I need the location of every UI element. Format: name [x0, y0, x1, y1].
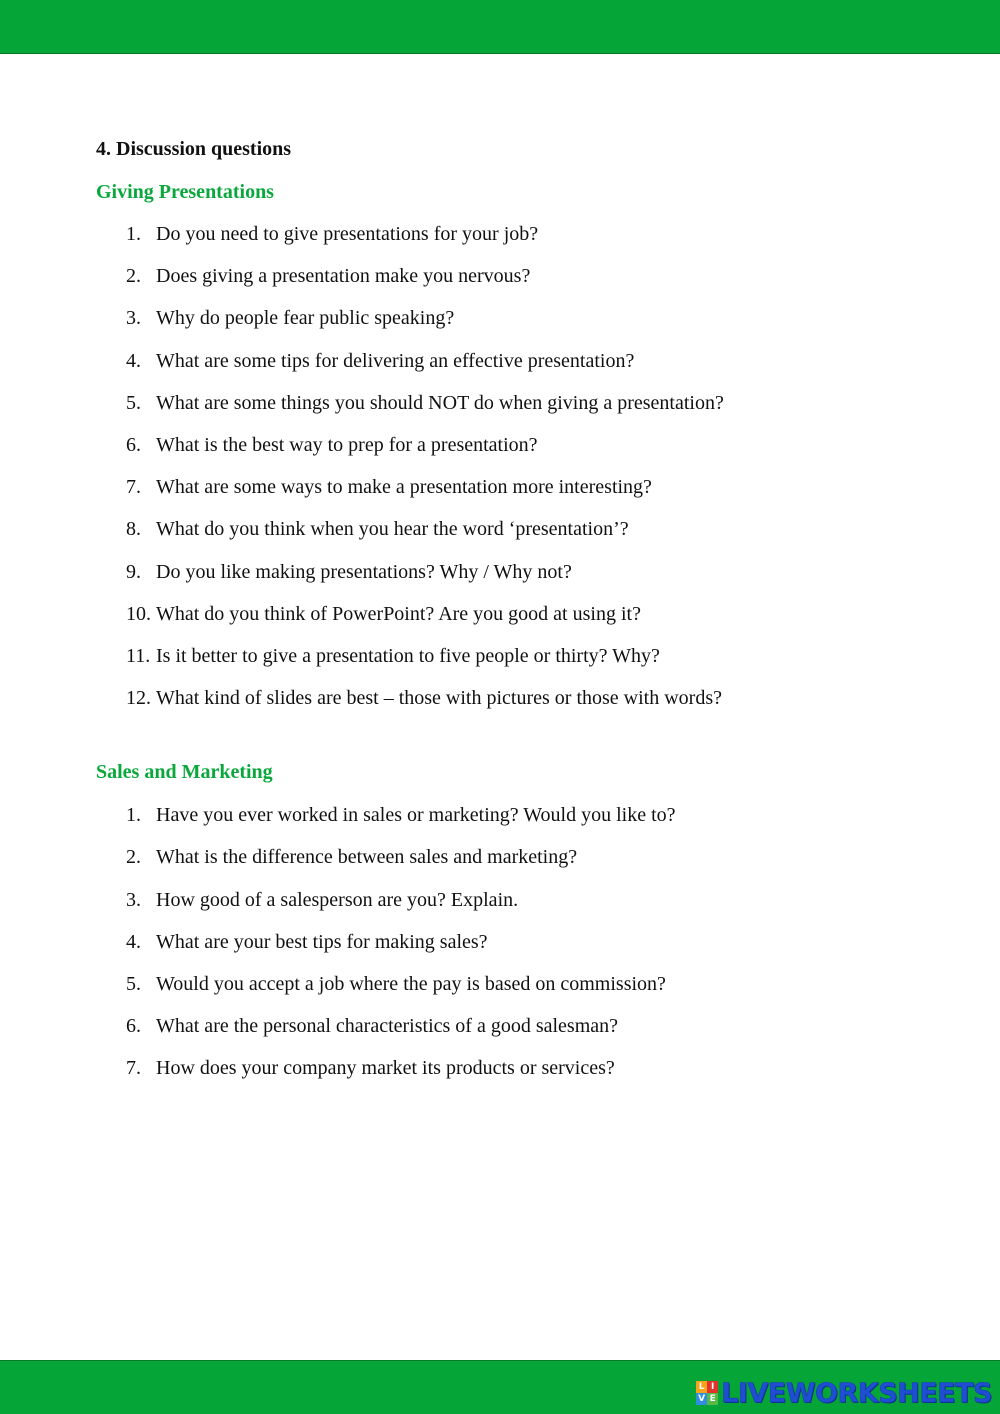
liveworksheets-logo-icon: [696, 1381, 718, 1405]
question-number: 1.: [126, 804, 141, 827]
question-text: What is the difference between sales and marketing?: [156, 846, 578, 869]
question-number: 3.: [126, 888, 141, 911]
question-item: [96, 929, 916, 971]
question-number: 1.: [126, 223, 141, 245]
question-item: [96, 305, 916, 347]
question-number: 6.: [126, 433, 141, 456]
logo-mark-tile: I: [707, 1381, 718, 1393]
question-item: [96, 348, 916, 390]
question-text: What are some ways to make a presentation more interesting?: [156, 476, 652, 499]
question-item: [96, 263, 916, 305]
question-item: [96, 474, 916, 516]
question-item: [96, 887, 916, 929]
question-number: 9.: [126, 560, 141, 583]
question-text: How good of a salesperson are you? Explain.: [156, 888, 519, 911]
question-number: 12.: [126, 687, 151, 710]
question-text: What are some tips for delivering an effective presentation?: [156, 349, 635, 372]
question-number: 4.: [126, 930, 141, 953]
topic-heading-sales-marketing: Sales and Marketing: [96, 761, 273, 784]
question-text: What is the best way to prep for a presentation?: [156, 433, 538, 456]
question-text: What do you think when you hear the word ‘presentation’?: [156, 518, 629, 541]
question-text: Do you need to give presentations for your job?: [156, 223, 539, 245]
question-item: [96, 516, 916, 558]
bottom-banner: [0, 1360, 1000, 1414]
question-item: [96, 221, 916, 263]
sales-marketing-questions: [96, 802, 916, 1097]
question-text: Have you ever worked in sales or marketing? Would you like to?: [156, 804, 676, 827]
question-number: 3.: [126, 307, 141, 330]
question-number: 6.: [126, 1015, 141, 1038]
logo-text: LIVEWORKSHEETS: [721, 1377, 992, 1409]
question-number: 7.: [126, 476, 141, 499]
question-number: 7.: [126, 1057, 141, 1080]
question-text: What are some things you should NOT do when giving a presentation?: [156, 391, 724, 414]
question-number: 11.: [126, 644, 151, 667]
topic-heading-giving-presentations: Giving Presentations: [96, 181, 274, 203]
question-item: [96, 432, 916, 474]
question-text: Does giving a presentation make you nervous?: [156, 265, 531, 288]
question-text: What are your best tips for making sales?: [156, 930, 488, 953]
question-text: Why do people fear public speaking?: [156, 307, 455, 330]
question-text: What are the personal characteristics of a good salesman?: [156, 1015, 619, 1038]
logo-mark-tile: L: [696, 1381, 707, 1393]
question-item: [96, 559, 916, 601]
question-number: 8.: [126, 518, 141, 541]
question-text: Would you accept a job where the pay is based on commission?: [156, 973, 666, 995]
question-text: What do you think of PowerPoint? Are you good at using it?: [156, 602, 641, 625]
question-item: [96, 802, 916, 844]
giving-presentations-questions: [96, 221, 916, 727]
section-title: 4. Discussion questions: [96, 138, 292, 160]
question-text: What kind of slides are best – those with pictures or those with words?: [156, 687, 722, 710]
question-number: 5.: [126, 391, 141, 414]
worksheet-content: [96, 136, 916, 1098]
question-text: Do you like making presentations? Why / Why not?: [156, 560, 572, 583]
question-item: [96, 601, 916, 643]
question-text: How does your company market its products or services?: [156, 1057, 615, 1080]
top-banner: [0, 0, 1000, 54]
question-item: [96, 1055, 916, 1097]
question-number: 2.: [126, 846, 141, 869]
question-item: [96, 685, 916, 727]
question-item: [96, 971, 916, 1013]
question-number: 10.: [126, 602, 151, 625]
question-text: Is it better to give a presentation to five people or thirty? Why?: [156, 644, 660, 667]
question-number: 5.: [126, 973, 141, 995]
question-number: 4.: [126, 349, 141, 372]
logo-mark-tile: V: [696, 1393, 707, 1405]
question-number: 2.: [126, 265, 141, 288]
question-item: [96, 390, 916, 432]
question-item: [96, 1013, 916, 1055]
liveworksheets-logo[interactable]: [696, 1376, 992, 1410]
question-item: [96, 844, 916, 886]
question-item: [96, 643, 916, 685]
logo-mark-tile: E: [707, 1393, 718, 1405]
